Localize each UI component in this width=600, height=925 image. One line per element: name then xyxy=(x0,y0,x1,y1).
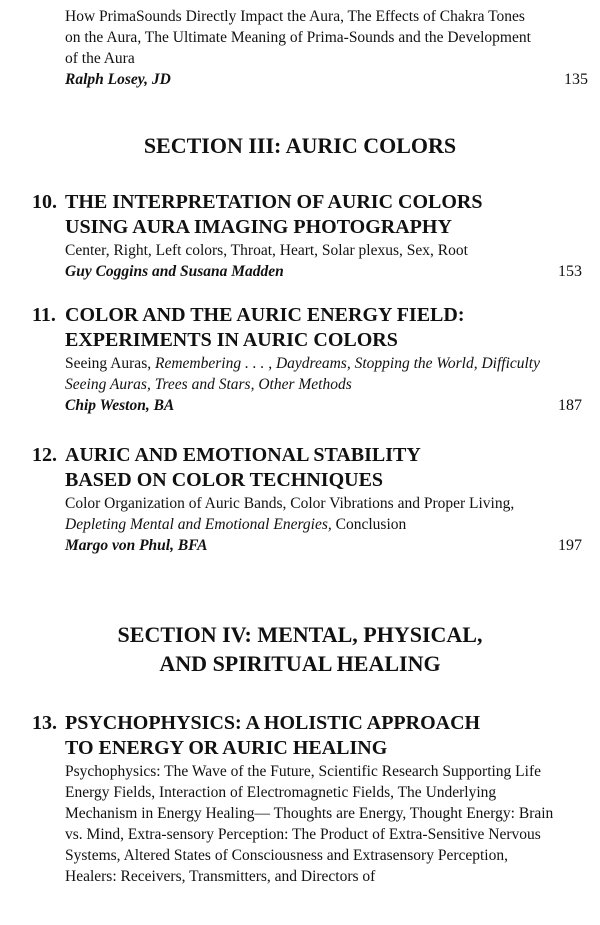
entry-heading xyxy=(32,443,592,493)
entry-title-line: BASED ON COLOR TECHNIQUES xyxy=(65,469,384,491)
entry-page-number: 187 xyxy=(558,397,582,414)
entry-heading xyxy=(32,190,592,240)
entry-number: 10. xyxy=(32,191,57,213)
entry-number: 13. xyxy=(32,712,57,734)
entry-description-italic: Depleting Mental and Emotional Energies, xyxy=(65,516,332,533)
entry-author-row xyxy=(65,535,592,557)
entry-heading xyxy=(32,711,592,761)
entry-description xyxy=(65,353,555,395)
toc-entry-11 xyxy=(32,303,592,417)
entry-author: Guy Coggins and Susana Madden xyxy=(65,263,284,280)
entry-author-row xyxy=(65,69,590,91)
entry-number: 11. xyxy=(32,304,56,326)
entry-title xyxy=(65,443,592,493)
entry-title xyxy=(65,303,592,353)
section-heading-healing xyxy=(0,620,600,678)
entry-author: Ralph Losey, JD xyxy=(65,71,171,88)
toc-entry-continued xyxy=(65,6,590,91)
entry-author: Margo von Phul, BFA xyxy=(65,537,208,554)
section-heading-line: AND SPIRITUAL HEALING xyxy=(159,651,441,676)
entry-description: Psychophysics: The Wave of the Future, Scientific Research Supporting Life Energy Fields, Interaction of Electromagnetic Fields, The Underlying Mechanism in Energy Healing— Thoughts are Energy, Thought Energy: Brain vs. Mind, Extra-sensory Perception: The Product of Extra-Sensitive Nervous Systems, Altered States of Consciousness and Extrasensory Perception, Healers: Receivers, Transmitters, and Directors of xyxy=(65,763,554,885)
section-heading-line: SECTION III: AURIC COLORS xyxy=(143,133,457,158)
entry-description-italic: Remembering . . . , Daydreams, Stopping the World, Difficulty Seeing Auras, Trees and Stars, Other Methods xyxy=(65,355,540,393)
entry-description: Center, Right, Left colors, Throat, Heart, Solar plexus, Sex, Root xyxy=(65,242,468,259)
toc-entry-13 xyxy=(32,711,592,887)
section-heading-auric-colors xyxy=(0,131,600,160)
entry-title-line: COLOR AND THE AURIC ENERGY FIELD: xyxy=(65,304,465,326)
entry-title-line: AURIC AND EMOTIONAL STABILITY xyxy=(65,444,421,466)
entry-description-plain: Conclusion xyxy=(331,516,407,533)
section-heading-line: SECTION IV: MENTAL, PHYSICAL, xyxy=(117,622,483,647)
entry-description-plain: Seeing Auras, xyxy=(65,355,155,372)
entry-author-row xyxy=(65,261,592,283)
entry-description xyxy=(65,493,555,535)
entry-title xyxy=(65,190,592,240)
entry-title-line: EXPERIMENTS IN AURIC COLORS xyxy=(65,329,398,351)
entry-title xyxy=(65,711,592,761)
entry-number: 12. xyxy=(32,444,57,466)
entry-heading xyxy=(32,303,592,353)
toc-entry-10 xyxy=(32,190,592,283)
entry-title-line: THE INTERPRETATION OF AURIC COLORS xyxy=(65,191,483,213)
entry-page-number: 135 xyxy=(564,71,588,88)
entry-page-number: 153 xyxy=(558,263,582,280)
entry-title-line: PSYCHOPHYSICS: A HOLISTIC APPROACH xyxy=(65,712,481,734)
entry-page-number: 197 xyxy=(558,537,582,554)
entry-author: Chip Weston, BA xyxy=(65,397,175,414)
entry-title-line: USING AURA IMAGING PHOTOGRAPHY xyxy=(65,216,452,238)
entry-title-line: TO ENERGY OR AURIC HEALING xyxy=(65,737,388,759)
entry-description-plain: Color Organization of Auric Bands, Color Vibrations and Proper Living, xyxy=(65,495,515,512)
toc-entry-12 xyxy=(32,443,592,557)
entry-author-row xyxy=(65,395,592,417)
entry-description: How PrimaSounds Directly Impact the Aura, The Effects of Chakra Tones on the Aura, The Ultimate Meaning of Prima-Sounds and the Development of the Aura xyxy=(65,8,531,67)
